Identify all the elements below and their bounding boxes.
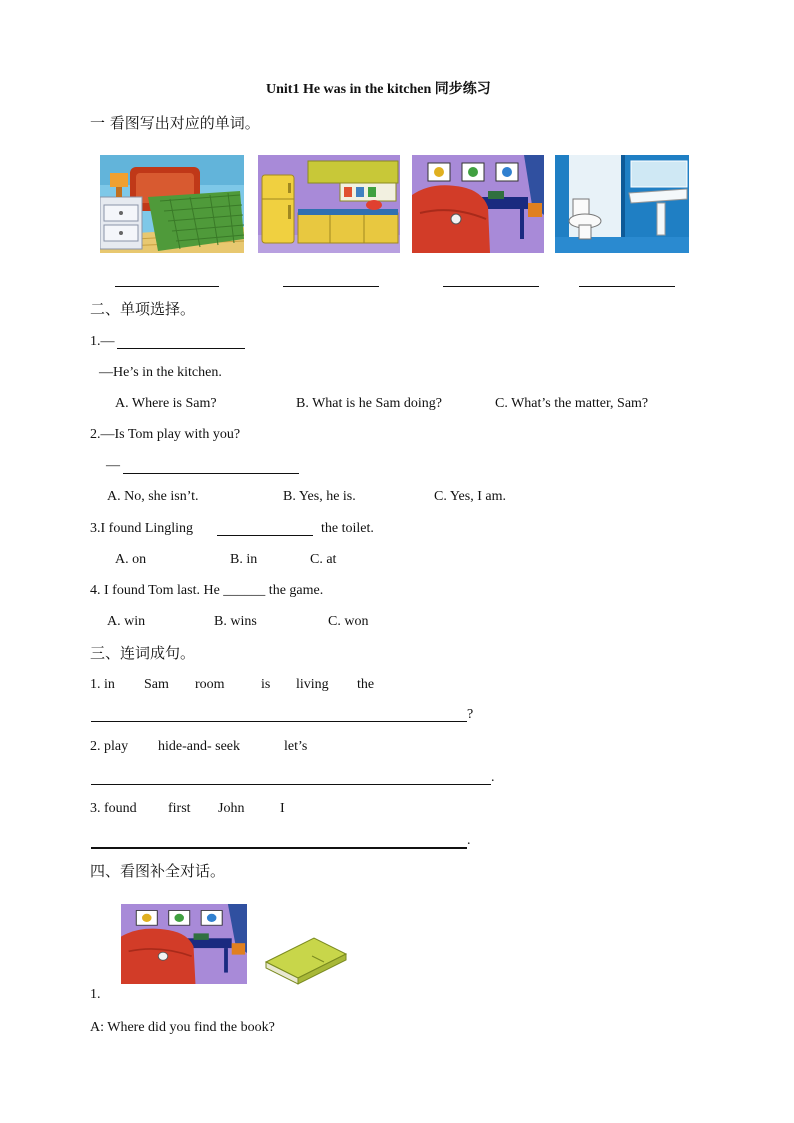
section1-heading: 一 看图写出对应的单词。 bbox=[90, 114, 260, 132]
answer-line-2[interactable] bbox=[283, 286, 379, 287]
answer-line-3[interactable] bbox=[443, 286, 539, 287]
q1-blank[interactable] bbox=[117, 348, 245, 349]
bathroom-picture bbox=[555, 155, 689, 253]
q3-option-c: C. at bbox=[310, 552, 337, 567]
s1-word-6: the bbox=[357, 677, 375, 692]
kitchen-picture bbox=[258, 155, 400, 253]
s3-end: . bbox=[467, 833, 471, 848]
q4-option-a: A. win bbox=[107, 614, 146, 629]
section4-item-number: 1. bbox=[90, 987, 101, 1002]
s3-word-3: John bbox=[218, 801, 245, 816]
q3-prompt-b: the toilet. bbox=[321, 521, 374, 536]
living-room-small-picture bbox=[121, 904, 247, 984]
q4-option-b: B. wins bbox=[214, 614, 257, 629]
s1-word-2: Sam bbox=[144, 677, 169, 692]
s2-word-2: hide-and- seek bbox=[158, 739, 241, 754]
q4-prompt: 4. I found Tom last. He ______ the game. bbox=[90, 583, 324, 598]
section3-heading: 三、连词成句。 bbox=[90, 644, 196, 662]
q4-option-c: C. won bbox=[328, 614, 369, 629]
q2-blank[interactable] bbox=[123, 473, 299, 474]
living-room-picture bbox=[412, 155, 544, 253]
answer-line-4[interactable] bbox=[579, 286, 675, 287]
q3-option-b: B. in bbox=[230, 552, 258, 567]
s1-end: ? bbox=[467, 707, 474, 722]
q2-option-a: A. No, she isn’t. bbox=[107, 489, 199, 504]
s1-word-4: is bbox=[261, 677, 271, 692]
q1-option-a: A. Where is Sam? bbox=[115, 396, 217, 411]
q3-blank[interactable] bbox=[217, 535, 313, 536]
section2-heading: 二、单项选择。 bbox=[90, 300, 196, 318]
q1-option-c: C. What’s the matter, Sam? bbox=[495, 396, 649, 411]
q2-option-b: B. Yes, he is. bbox=[283, 489, 356, 504]
q1-number: 1.— bbox=[90, 334, 115, 349]
s3-word-4: I bbox=[280, 801, 285, 816]
q3-prompt-a: 3.I found Lingling bbox=[90, 521, 194, 536]
section4-question: A: Where did you find the book? bbox=[90, 1020, 275, 1035]
book-picture bbox=[262, 932, 348, 986]
q2-dash: — bbox=[106, 458, 120, 473]
s1-word-3: room bbox=[195, 677, 225, 692]
s3-word-1: 3. found bbox=[90, 801, 137, 816]
q2-prompt: 2.—Is Tom play with you? bbox=[90, 427, 241, 442]
s2-word-3: let’s bbox=[284, 739, 308, 754]
answer-line-1[interactable] bbox=[115, 286, 219, 287]
q2-option-c: C. Yes, I am. bbox=[434, 489, 506, 504]
s3-word-2: first bbox=[168, 801, 191, 816]
s1-word-5: living bbox=[296, 677, 329, 692]
q1-answer-line: —He’s in the kitchen. bbox=[99, 365, 222, 380]
s2-end: . bbox=[491, 770, 495, 785]
section4-heading: 四、看图补全对话。 bbox=[90, 862, 226, 880]
s2-answer-line[interactable] bbox=[91, 784, 491, 785]
s1-answer-line[interactable] bbox=[91, 721, 467, 722]
q1-option-b: B. What is he Sam doing? bbox=[296, 396, 442, 411]
bedroom-picture bbox=[100, 155, 244, 253]
s3-answer-line[interactable] bbox=[91, 847, 467, 849]
q3-option-a: A. on bbox=[115, 552, 147, 567]
s2-word-1: 2. play bbox=[90, 739, 129, 754]
page-title: Unit1 He was in the kitchen 同步练习 bbox=[266, 82, 491, 97]
s1-word-1: 1. in bbox=[90, 677, 115, 692]
